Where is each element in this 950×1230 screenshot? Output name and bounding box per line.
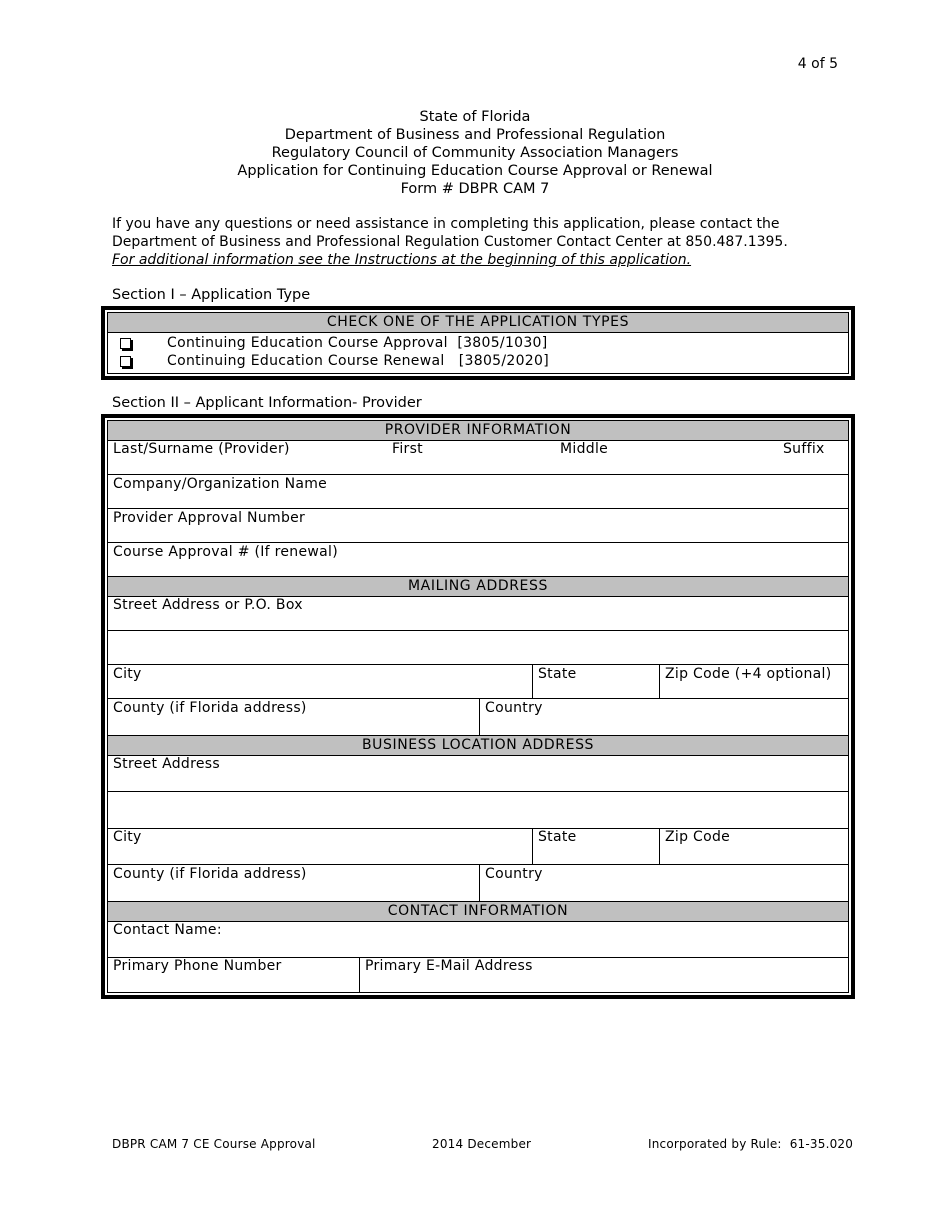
business-street-line-2[interactable] [108, 792, 848, 829]
company-label: Company/Organization Name [113, 476, 328, 492]
business-country-label: Country [485, 866, 543, 882]
contact-name-label: Contact Name: [113, 922, 222, 938]
footer-rule: Incorporated by Rule: 61-35.020 [648, 1137, 854, 1151]
phone-label: Primary Phone Number [113, 958, 282, 974]
form-header [0, 108, 950, 198]
section1-box [101, 306, 855, 380]
mailing-country-field[interactable] [479, 699, 848, 735]
business-country-field[interactable] [479, 865, 848, 901]
header-state: State of Florida [419, 109, 531, 125]
course-approval-field[interactable] [108, 543, 848, 577]
intro-instructions-link: For additional information see the Instructions at the beginning of this application. [112, 252, 692, 268]
business-city-field[interactable] [108, 829, 532, 864]
option-label: Continuing Education Course Renewal [3805/2020] [167, 353, 549, 369]
surname-label: Last/Surname (Provider) [113, 441, 290, 457]
provider-approval-field[interactable] [108, 509, 848, 543]
mailing-county-field[interactable] [108, 699, 479, 735]
intro-line-1: If you have any questions or need assistance in completing this application, please contact the [112, 216, 780, 232]
checkbox-icon[interactable] [120, 356, 131, 367]
mailing-zip-label: Zip Code (+4 optional) [665, 666, 832, 682]
business-city-label: City [113, 829, 142, 845]
mailing-country-label: Country [485, 700, 543, 716]
mailing-county-row [108, 699, 848, 736]
business-zip-label: Zip Code [665, 829, 731, 845]
provider-approval-label: Provider Approval Number [113, 510, 306, 526]
business-county-field[interactable] [108, 865, 479, 901]
mailing-state-label: State [538, 666, 577, 682]
business-band: BUSINESS LOCATION ADDRESS [108, 736, 848, 756]
section2-title: Section II – Applicant Information- Provider [112, 395, 422, 411]
mailing-state-field[interactable] [532, 665, 659, 698]
course-approval-label: Course Approval # (If renewal) [113, 544, 338, 560]
intro-text [112, 215, 832, 269]
mailing-street-line-2[interactable] [108, 631, 848, 665]
business-county-row [108, 865, 848, 902]
header-application-title: Application for Continuing Education Course Approval or Renewal [237, 163, 713, 179]
header-council: Regulatory Council of Community Association Managers [271, 145, 679, 161]
middle-name-label: Middle [560, 441, 609, 457]
company-field[interactable] [108, 475, 848, 509]
email-label: Primary E-Mail Address [365, 958, 533, 974]
footer-form-name: DBPR CAM 7 CE Course Approval [112, 1137, 316, 1151]
footer-date: 2014 December [432, 1137, 532, 1151]
mailing-zip-field[interactable] [659, 665, 848, 698]
page-number: 4 of 5 [797, 56, 838, 72]
header-department: Department of Business and Professional Regulation [284, 127, 666, 143]
contact-phone-email-row [108, 958, 848, 992]
mailing-city-field[interactable] [108, 665, 532, 698]
option-course-approval[interactable] [108, 334, 848, 352]
mailing-city-row [108, 665, 848, 699]
mailing-county-label: County (if Florida address) [113, 700, 307, 716]
phone-field[interactable] [108, 958, 359, 992]
mailing-street-label: Street Address or P.O. Box [113, 597, 303, 613]
business-state-field[interactable] [532, 829, 659, 864]
business-zip-field[interactable] [659, 829, 848, 864]
header-form-number: Form # DBPR CAM 7 [400, 181, 550, 197]
section1-title: Section I – Application Type [112, 287, 311, 303]
mailing-street-field[interactable] [108, 597, 848, 631]
provider-band: PROVIDER INFORMATION [108, 421, 848, 441]
first-name-label: First [392, 441, 423, 457]
suffix-label: Suffix [783, 441, 825, 457]
contact-band: CONTACT INFORMATION [108, 902, 848, 922]
business-city-row [108, 829, 848, 865]
contact-name-field[interactable] [108, 922, 848, 958]
option-course-renewal[interactable] [108, 352, 848, 370]
section1-band: CHECK ONE OF THE APPLICATION TYPES [108, 313, 848, 333]
business-street-field[interactable] [108, 756, 848, 792]
business-county-label: County (if Florida address) [113, 866, 307, 882]
business-state-label: State [538, 829, 577, 845]
business-street-label: Street Address [113, 756, 220, 772]
email-field[interactable] [359, 958, 848, 992]
intro-line-2: Department of Business and Professional Regulation Customer Contact Center at 850.487.1395. [112, 234, 788, 250]
checkbox-icon[interactable] [120, 338, 131, 349]
section2-box [101, 414, 855, 999]
provider-name-row[interactable] [108, 441, 848, 475]
mailing-city-label: City [113, 666, 142, 682]
mailing-band: MAILING ADDRESS [108, 577, 848, 597]
option-label: Continuing Education Course Approval [3805/1030] [167, 335, 548, 351]
